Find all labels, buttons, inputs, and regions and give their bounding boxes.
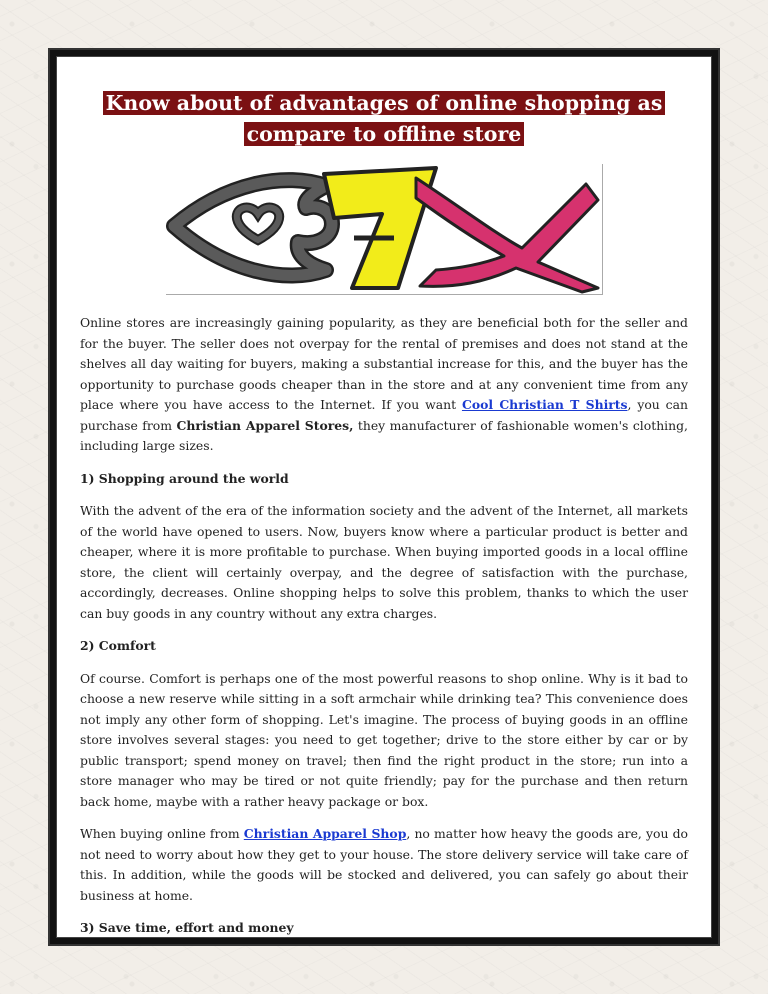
section-2-text-1: When buying online from <box>80 826 244 841</box>
christian-apparel-stores-text: Christian Apparel Stores, <box>176 417 354 433</box>
cool-christian-t-shirts-link[interactable]: Cool Christian T Shirts <box>461 397 628 412</box>
section-2-paragraph: Of course. Comfort is perhaps one of the most powerful reasons to shop online. Why is it bad to choose a new reserve while sitting in a soft armchair while drinking tea? This convenience does not imply any other form of shopping. Let's imagine. The process of buying goods in an offline store involves several stages: you need to get together; drive to the store either by car or by public transport; spend money on travel; then find the right product in the store; run into a store manager who may be tired or not quite friendly; pay for the purchase and then return back home, maybe with a rather heavy package or box. <box>80 670 688 809</box>
section-3-heading: 3) Save time, effort and money <box>80 920 294 935</box>
intro-text-3: they manufacturer of fashionable women's clothing, including large sizes. <box>80 417 688 453</box>
document-content <box>80 88 688 939</box>
section-2-heading: 2) Comfort <box>80 638 156 653</box>
title-line-1: Know about of advantages of online shopping as <box>103 91 666 115</box>
intro-text-1: Online stores are increasingly gaining popularity, as they are beneficial both for the seller and for the buyer. The seller does not overpay for the rental of premises and does not stand at the shelves all day waiting for buyers, making a substantial increase for this, and the buyer has the opportunity to purchase goods cheaper than in the store and at any convenient time from any place where you have access to the Internet. If you want <box>80 315 688 412</box>
section-1-heading: 1) Shopping around the world <box>80 470 289 486</box>
section-2-paragraph-2 <box>80 824 688 906</box>
page-title <box>80 88 688 150</box>
logo <box>166 164 603 295</box>
intro-text-2: , you can purchase from <box>80 397 688 433</box>
christian-fish-logo-icon <box>166 164 602 294</box>
title-line-2: compare to offline store <box>244 122 525 146</box>
christian-apparel-shop-link[interactable]: Christian Apparel Shop <box>243 826 407 841</box>
section-1-paragraph: With the advent of the era of the information society and the advent of the Internet, all markets of the world have opened to users. Now, buyers know where a particular product is better and cheaper, where it is more profitable to purchase. When buying imported goods in a local offline store, the client will certainly overpay, and the degree of satisfaction with the purchase, accordingly, decreases. Online shopping helps to solve this problem, thanks to which the user can buy goods in any country without any extra charges. <box>80 503 688 621</box>
intro-paragraph <box>80 313 688 457</box>
section-2-text-2: , no matter how heavy the goods are, you do not need to worry about how they get to your house. The store delivery service will take care of this. In addition, while the goods will be stocked and delivered, you can safely go about their business at home. <box>80 826 688 903</box>
